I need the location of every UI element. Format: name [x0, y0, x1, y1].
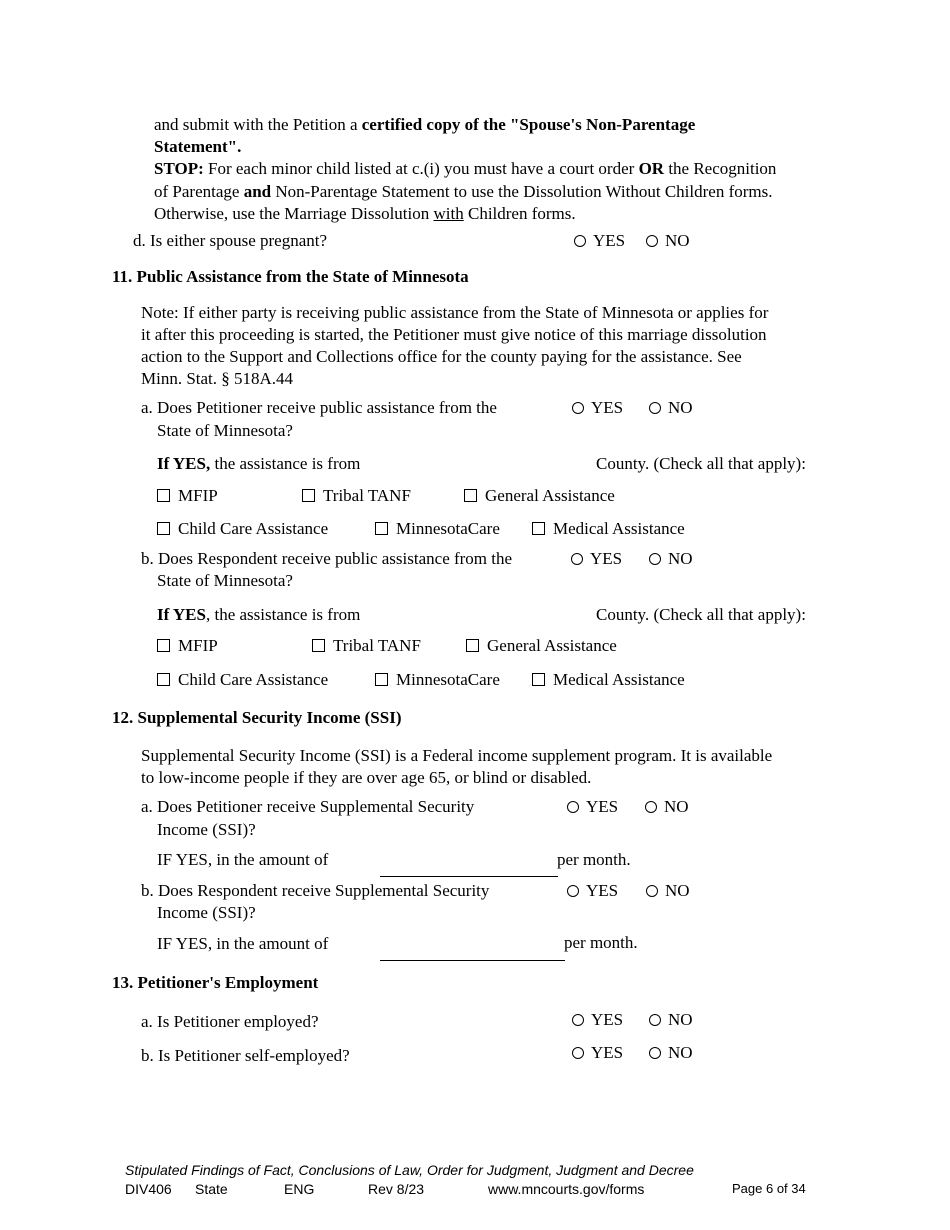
q11a-childcare-checkbox[interactable]: Child Care Assistance — [157, 518, 328, 540]
q11a-mncare-checkbox[interactable]: MinnesotaCare — [375, 518, 500, 540]
q11a-medical-checkbox[interactable]: Medical Assistance — [532, 518, 685, 540]
checkbox-icon[interactable] — [375, 673, 388, 686]
q12a-amount-field[interactable] — [380, 876, 558, 877]
q11b-childcare-checkbox[interactable]: Child Care Assistance — [157, 669, 328, 691]
section-12-heading: 12. Supplemental Security Income (SSI) — [112, 708, 402, 727]
q11b-county: County. (Check all that apply): — [596, 605, 806, 624]
q11b-mncare-checkbox[interactable]: MinnesotaCare — [375, 669, 500, 691]
radio-icon[interactable] — [649, 402, 661, 414]
q11b-medical-checkbox[interactable]: Medical Assistance — [532, 669, 685, 691]
q11b-no-option[interactable]: NO — [649, 548, 693, 570]
checkbox-icon[interactable] — [157, 673, 170, 686]
q11a-line-1: a. Does Petitioner receive public assistance from the — [141, 398, 497, 417]
q12a-yes-option[interactable]: YES — [567, 796, 618, 818]
ssi-desc-line-1: Supplemental Security Income (SSI) is a Federal income supplement program. It is available — [141, 746, 773, 765]
footer-page-number: Page 6 of 34 — [732, 1181, 806, 1196]
question-pregnant: d. Is either spouse pregnant? — [133, 231, 328, 250]
q12b-line-2: Income (SSI)? — [157, 903, 256, 922]
checkbox-icon[interactable] — [375, 522, 388, 535]
stop-line: STOP: For each minor child listed at c.(i) you must have a court order OR the Recognition — [154, 159, 777, 178]
q11a-tribal-checkbox[interactable]: Tribal TANF — [302, 485, 411, 507]
ssi-desc-line-2: to low-income people if they are over age 65, or blind or disabled. — [141, 768, 592, 787]
checkbox-icon[interactable] — [312, 639, 325, 652]
q13b-yes-option[interactable]: YES — [572, 1042, 623, 1064]
top-line-2: Statement". — [154, 137, 242, 156]
q11a-ifyes: If YES, the assistance is from — [157, 454, 361, 473]
q11a-no-option[interactable]: NO — [649, 397, 693, 419]
top-line-5: Otherwise, use the Marriage Dissolution with Children forms. — [154, 204, 576, 223]
q11a-mfip-checkbox[interactable]: MFIP — [157, 485, 218, 507]
radio-icon[interactable] — [645, 801, 657, 813]
q11b-line-1: b. Does Respondent receive public assistance from the — [141, 549, 513, 568]
q11a-line-2: State of Minnesota? — [157, 421, 293, 440]
radio-icon[interactable] — [646, 885, 658, 897]
radio-icon[interactable] — [649, 1014, 661, 1026]
pregnant-no-option[interactable]: NO — [646, 230, 690, 252]
q11a-yes-option[interactable]: YES — [572, 397, 623, 419]
q11b-ifyes: If YES, the assistance is from — [157, 605, 361, 624]
checkbox-icon[interactable] — [302, 489, 315, 502]
q12b-amount-label: IF YES, in the amount of — [157, 934, 329, 953]
q11b-tribal-checkbox[interactable]: Tribal TANF — [312, 635, 421, 657]
radio-icon[interactable] — [572, 1047, 584, 1059]
note-line-4: Minn. Stat. § 518A.44 — [141, 369, 294, 388]
footer-state: State — [195, 1181, 228, 1197]
q13a-no-option[interactable]: NO — [649, 1009, 693, 1031]
radio-icon[interactable] — [572, 402, 584, 414]
q12b-amount-field[interactable] — [380, 960, 565, 961]
note-line-2: it after this proceeding is started, the Petitioner must give notice of this marriage dissolution — [141, 325, 767, 344]
checkbox-icon[interactable] — [157, 522, 170, 535]
note-line-3: action to the Support and Collections office for the county paying for the assistance. See — [141, 347, 742, 366]
q13a-yes-option[interactable]: YES — [572, 1009, 623, 1031]
q12a-line-1: a. Does Petitioner receive Supplemental Security — [141, 797, 475, 816]
section-11-heading: 11. Public Assistance from the State of Minnesota — [112, 267, 469, 286]
radio-icon[interactable] — [571, 553, 583, 565]
footer-language: ENG — [284, 1181, 315, 1197]
top-line-1: and submit with the Petition a certified copy of the "Spouse's Non-Parentage — [154, 115, 696, 134]
q13b-label: b. Is Petitioner self-employed? — [141, 1046, 350, 1065]
radio-icon[interactable] — [567, 801, 579, 813]
radio-icon[interactable] — [649, 553, 661, 565]
q11b-general-checkbox[interactable]: General Assistance — [466, 635, 617, 657]
checkbox-icon[interactable] — [157, 489, 170, 502]
radio-icon[interactable] — [649, 1047, 661, 1059]
q12b-yes-option[interactable]: YES — [567, 880, 618, 902]
checkbox-icon[interactable] — [532, 522, 545, 535]
radio-icon[interactable] — [646, 235, 658, 247]
checkbox-icon[interactable] — [532, 673, 545, 686]
q13b-no-option[interactable]: NO — [649, 1042, 693, 1064]
q12a-per-month: per month. — [557, 850, 631, 869]
footer-url[interactable]: www.mncourts.gov/forms — [488, 1181, 645, 1197]
q11b-mfip-checkbox[interactable]: MFIP — [157, 635, 218, 657]
footer-revision: Rev 8/23 — [368, 1181, 425, 1197]
q12b-line-1: b. Does Respondent receive Supplemental Security — [141, 881, 490, 900]
footer-title: Stipulated Findings of Fact, Conclusions of Law, Order for Judgment, Judgment and Decree — [125, 1162, 694, 1178]
checkbox-icon[interactable] — [466, 639, 479, 652]
footer-form-code: DIV406 — [125, 1181, 172, 1197]
q12b-no-option[interactable]: NO — [646, 880, 690, 902]
pregnant-yes-option[interactable]: YES — [574, 230, 625, 252]
q11a-general-checkbox[interactable]: General Assistance — [464, 485, 615, 507]
q11b-line-2: State of Minnesota? — [157, 571, 293, 590]
checkbox-icon[interactable] — [464, 489, 477, 502]
checkbox-icon[interactable] — [157, 639, 170, 652]
q12a-line-2: Income (SSI)? — [157, 820, 256, 839]
top-line-4: of Parentage and Non-Parentage Statement to use the Dissolution Without Children forms. — [154, 182, 773, 201]
q12b-per-month: per month. — [564, 933, 638, 952]
q13a-label: a. Is Petitioner employed? — [141, 1012, 319, 1031]
radio-icon[interactable] — [574, 235, 586, 247]
note-line-1: Note: If either party is receiving public assistance from the State of Minnesota or applies for — [141, 303, 769, 322]
q12a-amount-label: IF YES, in the amount of — [157, 850, 329, 869]
q11b-yes-option[interactable]: YES — [571, 548, 622, 570]
section-13-heading: 13. Petitioner's Employment — [112, 973, 319, 992]
radio-icon[interactable] — [572, 1014, 584, 1026]
q11a-county: County. (Check all that apply): — [596, 454, 806, 473]
q12a-no-option[interactable]: NO — [645, 796, 689, 818]
radio-icon[interactable] — [567, 885, 579, 897]
